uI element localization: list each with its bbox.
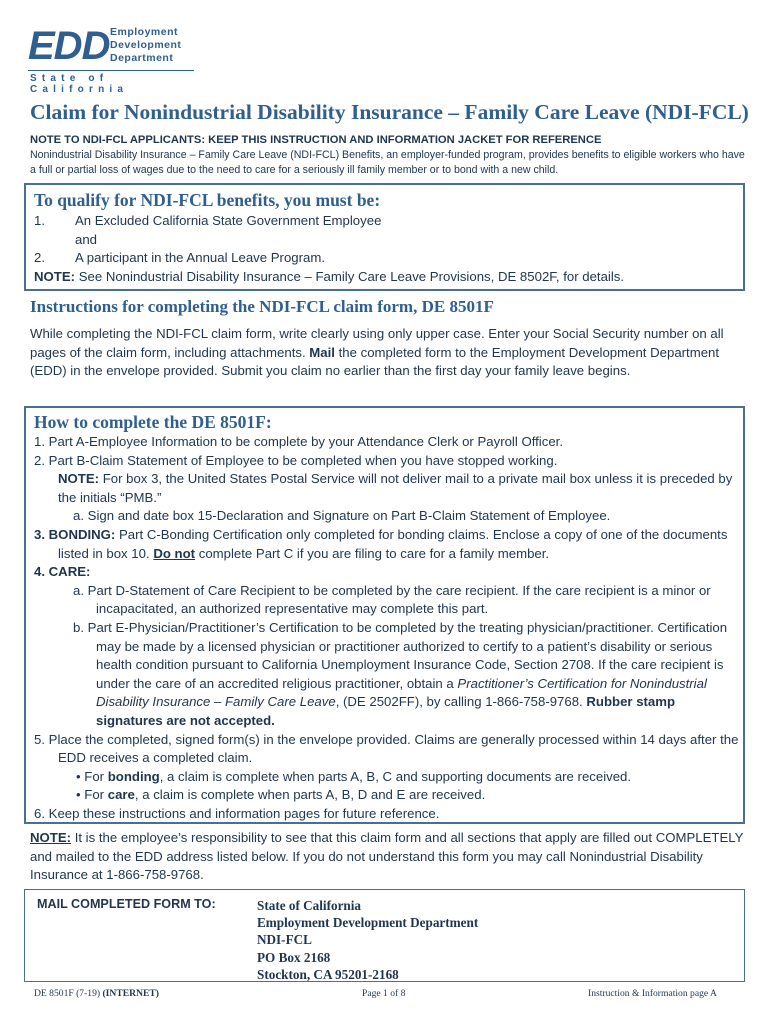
list-item: 4. CARE: [34,564,91,580]
list-item: 2. Part B-Claim Statement of Employee to be completed when you have stopped working. [34,452,558,468]
how-to-box [24,406,745,824]
list-item: a. Part D-Statement of Care Recipient to be completed by the care recipient. If the care recipient is a minor or incapacitated, an authorized representative may complete this part. [73,582,711,617]
logo-state: State of California [30,73,129,95]
mail-box [24,889,745,982]
logo-mark: EDD [28,24,110,68]
list-item: a. Sign and date box 15-Declaration and Signature on Part B-Claim Statement of Employee. [73,508,611,524]
list-item: 3. BONDING: Part C-Bonding Certification only completed for bonding claims. Enclose a copy of one of the documents listed in box 10. Do not complete Part C if you are filing to care for a family member. [34,526,728,561]
logo-words [110,26,181,65]
mail-label: MAIL COMPLETED FORM TO: [37,897,216,911]
list-item: 6. Keep these instructions and information pages for future reference. [34,805,440,821]
footer-page-number: Page 1 of 8 [362,988,406,999]
qualify-list [34,212,739,286]
footer-section: Instruction & Information page A [588,988,717,999]
list-item: • For care, a claim is complete when parts A, B, D and E are received. [76,787,486,803]
list-item: 1. Part A-Employee Information to be complete by your Attendance Clerk or Payroll Officer. [34,434,563,449]
qualify-box [24,183,745,291]
footer-form-id: DE 8501F (7-19) (INTERNET) [34,988,159,999]
edd-logo [28,22,198,95]
qualify-note: NOTE: See Nonindustrial Disability Insurance – Family Care Leave Provisions, DE 8502F, for details. [34,268,625,284]
intro-paragraph: Nonindustrial Disability Insurance – Family Care Leave (NDI-FCL) Benefits, an employer-funded program, provides benefits to eligible workers who have a full or partial loss of wages due to the need to care for a seriously ill family member or to bond with a new child. [30,149,745,176]
logo-line-1: Employment [110,26,179,38]
logo-divider [28,70,194,71]
logo-line-2: Development [110,39,182,51]
how-to-title: How to complete the DE 8501F: [34,412,272,432]
list-item: and [75,231,98,247]
page-title: Claim for Nonindustrial Disability Insurance – Family Care Leave (NDI-FCL) [30,100,749,124]
mail-address: State of California Employment Development Department NDI-FCL PO Box 2168 Stockton, CA 95201-2168 [257,898,479,982]
instructions-paragraph: While completing the NDI-FCL claim form, write clearly using only upper case. Enter your Social Security number on all pages of the claim form, including attachments. Mail the completed form to the Employment Development Department (EDD) in the envelope provided. Submit you claim no earlier than the first day your family leave begins. [30,326,724,379]
list-item: • For bonding, a claim is complete when parts A, B, C and supporting documents are received. [76,768,632,784]
logo-line-3: Department [110,52,174,64]
list-item-note: NOTE: For box 3, the United States Postal Service will not deliver mail to a private mail box unless it is preceded by the initials “PMB.” [58,471,733,505]
list-item: b. Part E-Physician/Practitioner’s Certification to be completed by the treating physician/practitioner. Certification may be made by a licensed physician or practitioner authorized to certify to a patient’s disability or serious health condition pursuant to California Unemployment Insurance Code, Section 2708. If the care recipient is under the care of an accredited religious practitioner, obtain a Practitioner’s Certification for Nonindustrial Disability Insurance – Family Care Leave, (DE 2502FF), by calling 1-866-758-9768. Rubber stamp signatures are not accepted. [73,619,728,728]
list-item: 1. An Excluded California State Government Employee [34,213,382,228]
instructions-title: Instructions for completing the NDI-FCL claim form, DE 8501F [30,297,494,316]
how-to-list [34,433,742,823]
final-note: NOTE: It is the employee’s responsibility to see that this claim form and all sections that apply are filled out COMPLETELY and mailed to the EDD address listed below. If you do not understand this form you may call Nonindustrial Disability Insurance at 1-866-758-9768. [30,830,744,883]
qualify-title: To qualify for NDI-FCL benefits, you must be: [34,190,381,210]
list-item: 5. Place the completed, signed form(s) in the envelope provided. Claims are generally processed within 14 days after the EDD receives a completed claim. [34,731,739,766]
note-heading: NOTE TO NDI-FCL APPLICANTS: KEEP THIS INSTRUCTION AND INFORMATION JACKET FOR REFERENCE [30,134,602,146]
list-item: 2. A participant in the Annual Leave Program. [34,250,325,266]
